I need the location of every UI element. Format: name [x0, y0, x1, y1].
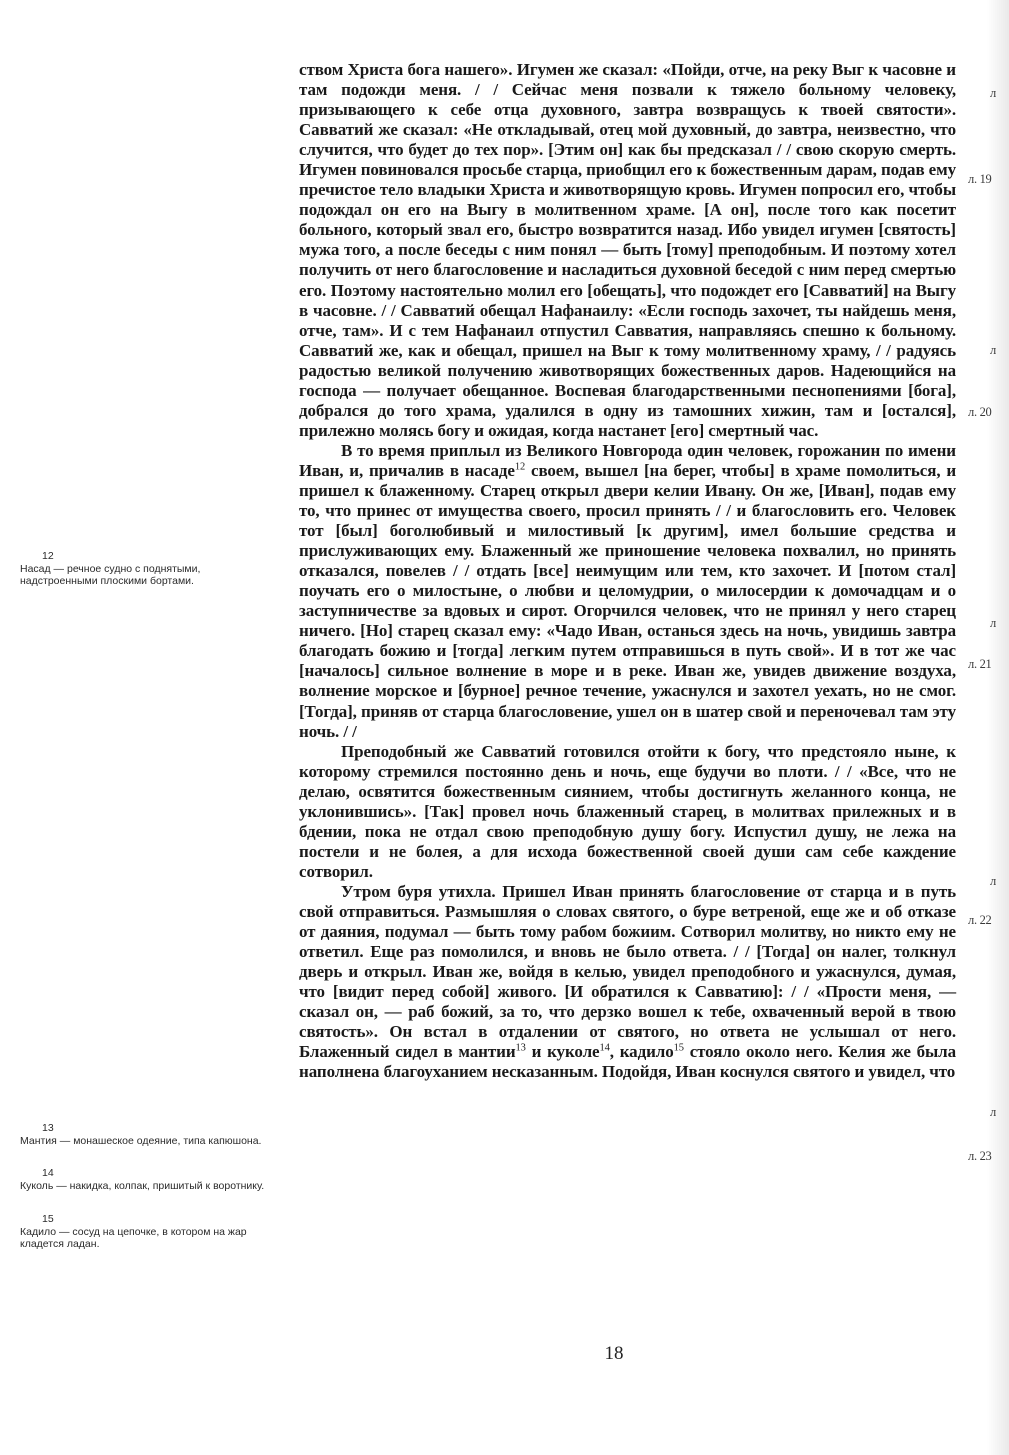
footnote-ref-13: 13: [515, 1042, 526, 1054]
margin-leaf-mark: л: [990, 86, 996, 100]
footnote-text: Насад — речное судно с поднятыми, надстроенными плоскими бортами.: [20, 562, 201, 587]
margin-leaf-mark: л: [990, 874, 996, 888]
footnote-15: [20, 1213, 270, 1251]
margin-leaf-mark: л. 22: [968, 913, 992, 927]
paragraph-4-part: стояло около него. Келия же была наполнена благоуханием несказанным. Подойдя, Иван коснулся святого и увидел, что: [299, 1042, 956, 1082]
footnote-number: 13: [42, 1122, 54, 1134]
paragraph-2: [299, 441, 956, 742]
footnote-number: 12: [42, 550, 54, 562]
footnote-13: [20, 1122, 270, 1147]
footnote-ref-12: 12: [514, 461, 526, 473]
margin-leaf-mark: л: [990, 1105, 996, 1119]
page-number: 18: [604, 1343, 624, 1364]
footnote-number: 14: [42, 1167, 54, 1179]
margin-leaf-mark: л. 23: [968, 1149, 992, 1163]
footnote-text: Мантия — монашеское одеяние, типа капюшона.: [20, 1134, 262, 1147]
footnote-ref-14: 14: [599, 1042, 610, 1054]
footnote-14: [20, 1167, 270, 1192]
footnote-12: [20, 550, 270, 588]
footnote-text: Куколь — накидка, колпак, пришитый к воротнику.: [20, 1179, 265, 1192]
paragraph-1: ством Христа бога нашего». Игумен же сказал: «Пойди, отче, на реку Выг к часовне и там подожди меня. / / Сейчас меня позвали к тяжело больному человеку, призывающего к себе отца духовного, завтра возвращусь к твоей святости». Савватий же сказал: «Не откладывай, отец мой духовный, до завтра, неизвестно, что случится, что будет до тех пор». [Этим он] как бы предсказал / / свою скорую смерть. Игумен повиновался просьбе старца, приобщил его к божественным дарам, подав ему пречистое тело владыки Христа и животворящую кровь. Игумен попросил его, чтобы подождал он его на Выгу в молитвенном храме. [А он], после того как посетит больного, который звал его, быстро возвратится назад. Ибо увидел игумен [святость] мужа того, а после беседы с ним понял — быть [тому] преподобным. И поэтому хотел получить от него благословение и насладиться духовной беседой с ним перед смертью его. Поэтому настоятельно молил его [обещать], что подождет его [Савватий] на Выгу в часовне. / / Савватий обещал Нафанаилу: «Если господь захочет, ты найдешь меня, отче, там». И с тем Нафанаил отпустил Савватия, направляясь спешно к больному. Савватий же, как и обещал, пришел на Выг к тому молитвенному храму, / / радуясь радостью великой получению животворящих божественных даров. Надеющийся на господа — получает обещанное. Воспевая благодарственными песнопениями [бога], добрался до того храма, удалился в одну из тамошних хижин, там и [остался], прилежно молясь богу и ожидая, когда настанет [его] смертный час.: [299, 60, 957, 440]
footnote-text: Кадило — сосуд на цепочке, в котором на жар кладется ладан.: [20, 1225, 247, 1250]
margin-leaf-mark: л. 20: [968, 405, 992, 419]
margin-leaf-mark: л: [990, 616, 996, 630]
margin-leaf-mark: л. 21: [968, 657, 992, 671]
page-edge-shadow: [987, 0, 1009, 1455]
paragraph-4-part: Утром буря утихла. Пришел Иван принять благословение от старца и в путь свой отправиться. Размышляя о словах святого, о буре ветреной, еще же и об отказе от даяния, подумал — быть тому рабом божиим. Сотворил молитву, но никто ему не ответил. Еще раз помолился, и вновь не было ответа. / / [Тогда] он налег, толкнул дверь и открыл. Иван же, войдя в келью, увидел преподобного и ужаснулся, думая, что [видит перед собой] живого. [И обратился к Савватию]: / / «Прости меня, — сказал он, — раб божий, за то, что дерзко вошел к тебе, охваченный верой в твою святость». Он встал в отдалении от святого, но ответа не услышал от него. Блаженный сидел в мантии: [299, 881, 956, 1062]
paragraph-3: Преподобный же Савватий готовился отойти к богу, что предстояло ныне, к которому стремился постоянно день и ночь, еще будучи во плоти. / / «Все, что не делаю, освятится божественным сиянием, чтобы достигнуть желанного конца, не уклонившись». [Так] провел ночь блаженный старец, в молитвах прилежных и в бдении, пока не отдал свою преподобную душу богу. Испустил душу, не лежа на постели и не болея, а для исхода божественной своей души сам себе каждение сотворил.: [299, 741, 956, 881]
paragraph-2-part: В то время приплыл из Великого Новгорода один человек, горожанин по имени Иван, и, причалив в насаде: [299, 440, 956, 480]
paragraph-4: [299, 882, 956, 1082]
margin-leaf-mark: л: [990, 343, 996, 357]
main-text-column: [299, 60, 956, 1082]
paragraph-4-part: , кадило: [609, 1042, 674, 1062]
margin-leaf-mark: л. 19: [968, 172, 992, 186]
paragraph-2-part: своем, вышел [на берег, чтобы] в храме помолиться, и пришел к блаженному. Старец открыл двери келии Ивану. Он же, [Иван], подав ему то, что принес от имущества своего, просил принять / / и благословить его. Человек тот [был] боголюбивый и милостивый [к другим], имел большие средства и прислуживающих ему. Блаженный же приношение человека похвалил, но принять отказался, повелев / / отдать [все] неимущим или тем, кто захочет. И [потом стал] поучать его о милостыне, о любви и целомудрии, о милосердии к домочадцам и о заступничестве за вдовых и сирот. Огорчился человек, что не принял у него старец ничего. [Но] старец сказал ему: «Чадо Иван, останься здесь на ночь, увидишь завтра благодать божию и [тогда] легким путем отправишься в путь свой». И в тот же час [началось] сильное волнение в море и в реке. Иван же, увидев движение воздуха, волнение морское и [бурное] речное течение, ужаснулся и захотел уехать, но не смог. [Тогда], приняв от старца благословение, ушел он в шатер свой и переночевал там эту ночь. / /: [299, 460, 957, 741]
paragraph-4-part: и куколе: [525, 1042, 600, 1062]
footnote-number: 15: [42, 1213, 54, 1225]
footnote-ref-15: 15: [673, 1042, 684, 1054]
